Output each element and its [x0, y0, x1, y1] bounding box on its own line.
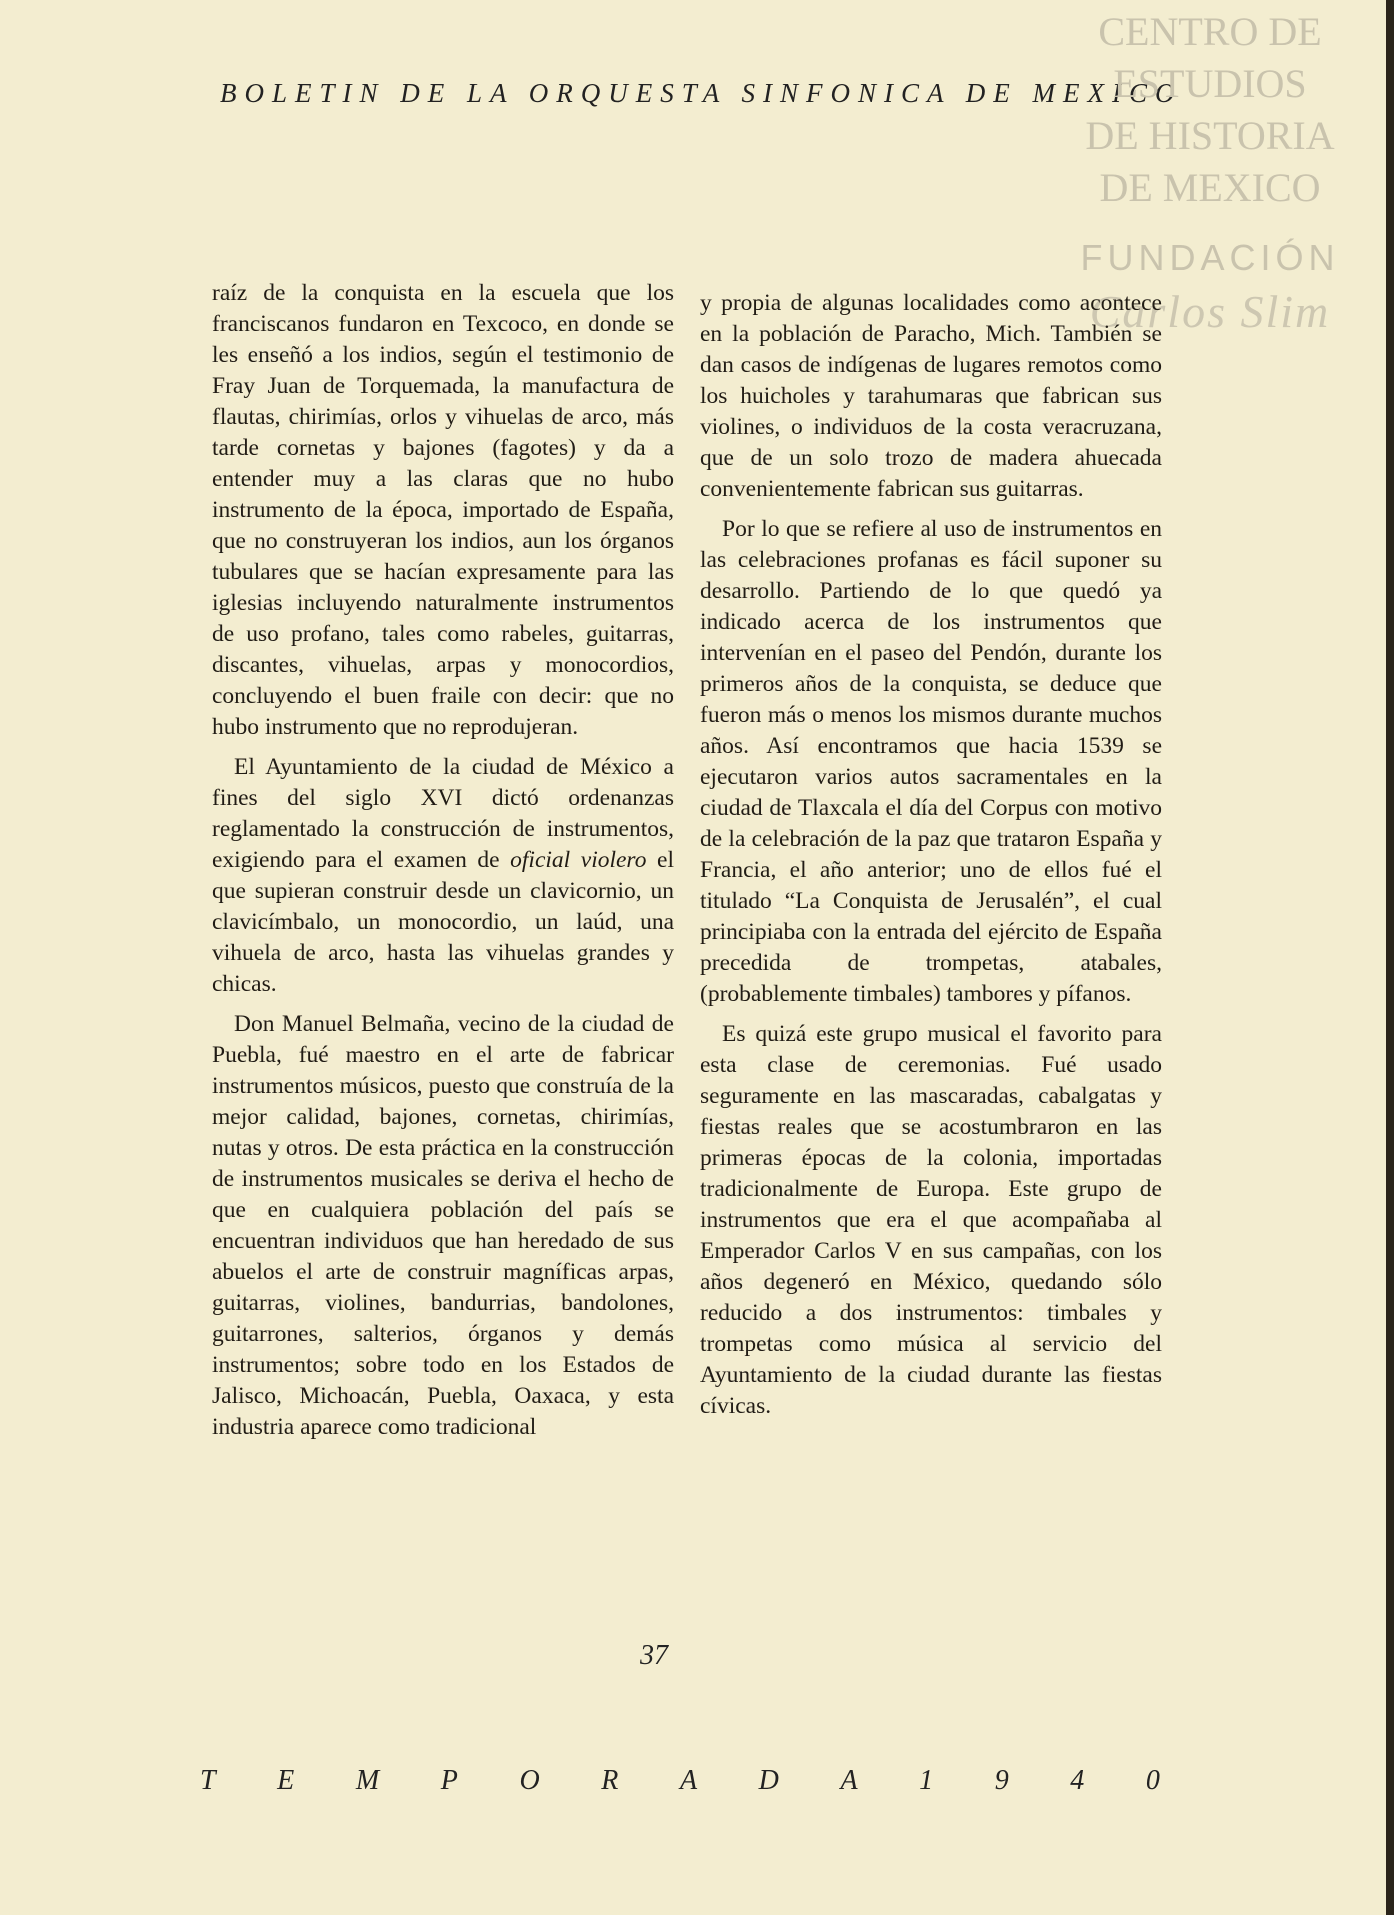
italic-term: oficial violero	[510, 847, 647, 873]
watermark-line: CENTRO DE	[1098, 9, 1322, 54]
watermark-signature: Carlos Slim	[1089, 286, 1331, 337]
watermark-line: DE HISTORIA	[1085, 113, 1335, 158]
paragraph: Por lo que se refiere al uso de instrumentos en las celebraciones profanas es fácil suponer su desarrollo. Partiendo de lo que quedó ya indicado acerca de los instrumentos que intervenían en el paseo del Pendón, durante los primeros años de la conquista, se deduce que fueron más o menos los mismos durante muchos años. Así encontramos que hacia 1539 se ejecutaron varios autos sacramentales en la ciudad de Tlaxcala el día del Corpus con motivo de la celebración de la paz que trataron España y Francia, el año anterior; uno de ellos fué el titulado “La Conquista de Jerusalén”, el cual principiaba con la entrada del ejército de España precedida de trompetas, atabales, (probablemente timbales) tambores y pífanos.	[700, 516, 1162, 1007]
footer-letter: T	[200, 1765, 216, 1796]
footer-letter: 9	[994, 1765, 1009, 1796]
paragraph: Es quizá este grupo musical el favorito para esta clase de ceremonias. Fué usado seguramente en las mascaradas, cabalgatas y fiestas reales que se acostumbraron en las primeras épocas de la colonia, importadas tradicionalmente de Europa. Este grupo de instrumentos que era el que acompañaba al Emperador Carlos V en sus campañas, con los años degeneró en México, quedando sólo reducido a dos instrumentos: timbales y trompetas como música al servicio del Ayuntamiento de la ciudad durante las fiestas cívicas.	[700, 1021, 1162, 1419]
paragraph: raíz de la conquista en la escuela que los franciscanos fundaron en Texcoco, en donde se les enseñó a los indios, según el testimonio de Fray Juan de Torquemada, la manufactura de flautas, chirimías, orlos y vihuelas de arco, más tarde cornetas y bajones (fagotes) y da a entender muy a las claras que no hubo instrumento de la época, importado de España, que no construyeran los indios, aun los órganos tubulares que se hacían expresamente para las iglesias incluyendo naturalmente instrumentos de uso profano, tales como rabeles, guitarras, discantes, vihuelas, arpas y monocordios, concluyendo el buen fraile con decir: que no hubo instrumento que no reprodujeran.	[212, 280, 674, 740]
footer-letter: E	[277, 1765, 295, 1796]
footer-season	[200, 1765, 1160, 1797]
page-number: 37	[640, 1640, 668, 1671]
scan-edge	[1386, 0, 1394, 1915]
footer-letter: A	[840, 1765, 858, 1796]
footer-letter: R	[601, 1765, 619, 1796]
right-column	[700, 288, 1162, 1431]
page-header: BOLETIN DE LA ORQUESTA SINFONICA DE MEXICO	[220, 78, 1183, 108]
watermark-line: ESTUDIOS	[1113, 61, 1307, 106]
paragraph: y propia de algunas localidades como acontece en la población de Paracho, Mich. También se dan casos de indígenas de lugares remotos como los huicholes y tarahumaras que fabrican sus violines, o individuos de la costa veracruzana, que de un solo trozo de madera ahuecada convenientemente fabrican sus guitarras.	[700, 290, 1162, 502]
paragraph	[212, 752, 674, 1000]
left-column	[212, 278, 674, 1452]
footer-letter: P	[440, 1765, 458, 1796]
footer-letter: 0	[1145, 1765, 1160, 1796]
footer-letter: 1	[919, 1765, 934, 1796]
paragraph-text: el que supieran construir desde un clavicornio, un clavicímbalo, un monocordio, un laúd, una vihuela de arco, hasta las vihuelas grandes y chicas.	[212, 847, 675, 997]
paragraph: Don Manuel Belmaña, vecino de la ciudad de Puebla, fué maestro en el arte de fabricar instrumentos músicos, puesto que construía de la mejor calidad, bajones, cornetas, chirimías, nutas y otros. De esta práctica en la construcción de instrumentos musicales se deriva el hecho de que en cualquiera población del país se encuentran individuos que han heredado de sus abuelos el arte de construir magníficas arpas, guitarras, violines, bandurrias, bandolones, guitarrones, salterios, órganos y demás instrumentos; sobre todo en los Estados de Jalisco, Michoacán, Puebla, Oaxaca, y esta industria aparece como tradicional	[212, 1011, 674, 1440]
footer-letter: O	[519, 1765, 540, 1796]
footer-letter: A	[679, 1765, 698, 1796]
footer-letter: 4	[1070, 1765, 1085, 1796]
watermark-fundacion: FUNDACIÓN	[1080, 237, 1340, 278]
watermark-line: DE MEXICO	[1099, 165, 1321, 210]
footer-letter: D	[758, 1765, 779, 1796]
footer-letter: M	[355, 1765, 380, 1796]
paragraph-text: El Ayuntamiento de la ciudad de México a fines del siglo XVI dictó ordenanzas reglamentado la construcción de instrumentos, exigiendo para el examen de	[212, 754, 674, 873]
